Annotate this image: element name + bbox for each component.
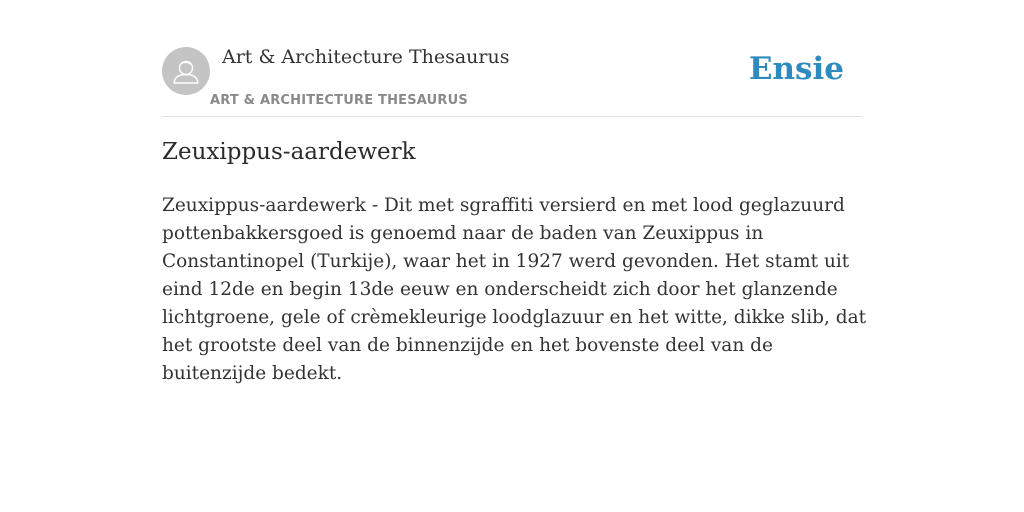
entry-definition: Zeuxippus-aardewerk - Dit met sgraffiti versierd en met lood geglazuurd pottenbakkersgoed is genoemd naar de baden van Zeuxippus in Constantinopel (Turkije), waar het in 1927 werd gevonden. Het stamt uit eind 12de en begin 13de eeuw en onderscheidt zich door het glanzende lichtgroene, gele of crèmekleurige loodglazuur en het witte, dikke slib, dat het grootste deel van de binnenzijde en het bovenste deel van de buitenzijde bedekt. [162,195,867,384]
entry-title: Zeuxippus-aardewerk [162,139,416,165]
avatar[interactable] [162,47,210,95]
source-subtitle: ART & ARCHITECTURE THESAURUS [210,93,468,108]
source-header [162,40,862,117]
source-title[interactable]: Art & Architecture Thesaurus [222,46,510,68]
brand-logo[interactable]: Ensie [748,51,844,87]
user-silhouette-icon [162,47,210,95]
